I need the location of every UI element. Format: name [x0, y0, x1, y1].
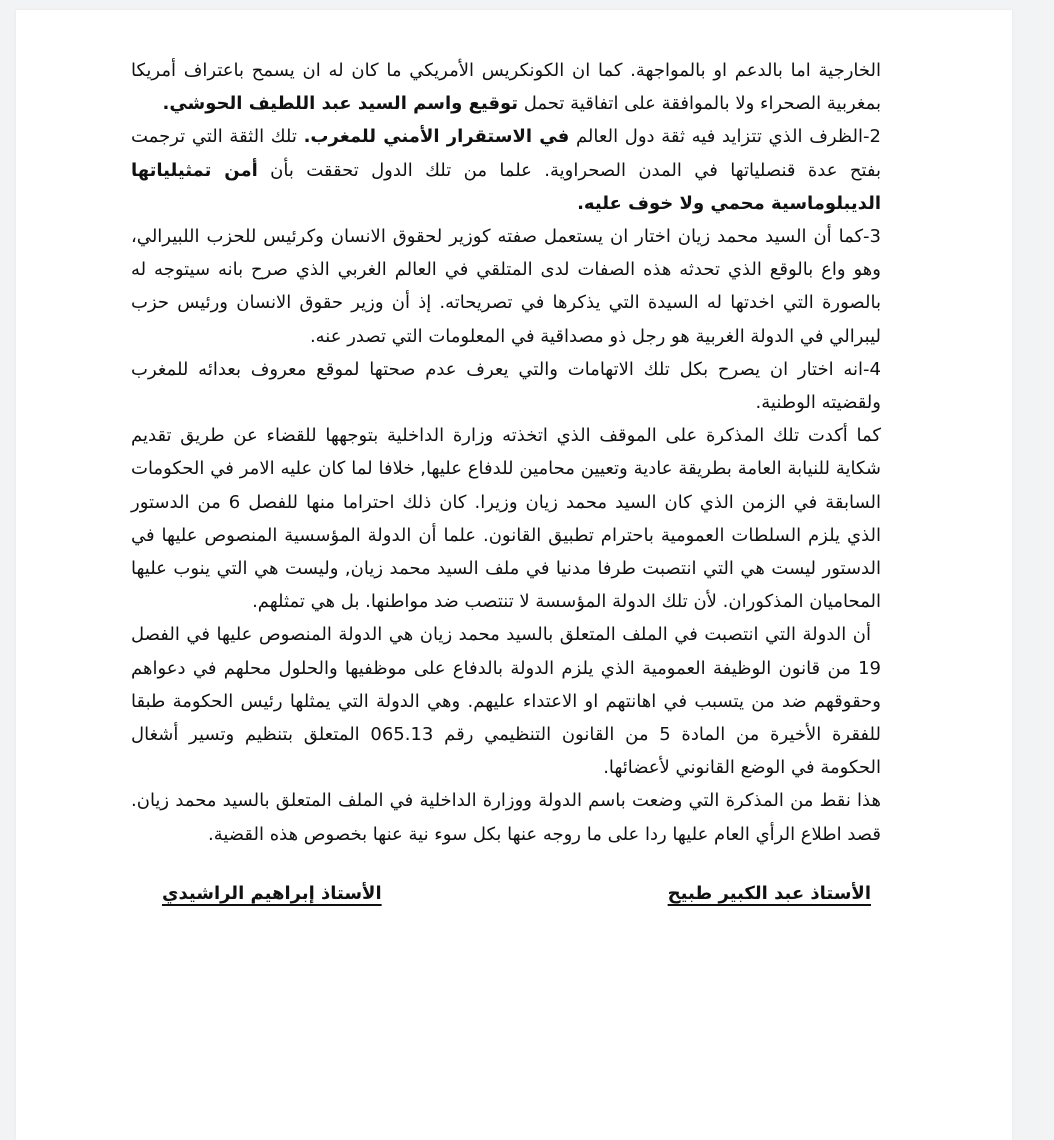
paragraph-state-article-19 [131, 618, 881, 784]
document-body [16, 10, 1012, 851]
text-run: هذا نقط من المذكرة التي وضعت باسم الدولة ووزارة الداخلية في الملف المتعلق بالسيد محمد زيان. قصد اطلاع الرأي العام عليها ردا على ما روجه عنها بكل سوء نية عنها بخصوص هذه القضية. [131, 790, 881, 845]
paragraph-memo-position [131, 419, 881, 618]
text-run: 2-الظرف الذي تتزايد فيه ثقة دول العالم [569, 126, 881, 148]
document-page [16, 10, 1012, 1140]
text-run: الخارجية اما بالدعم او بالمواجهة. كما ان الكونكريس الأمريكي ما كان له ان يسمح باعتراف أمريكا بمغربية الصحراء ولا بالموافقة على اتفاقية تحمل [131, 60, 881, 115]
paragraph-closing [131, 784, 881, 850]
signature-right: الأستاذ عبد الكبير طبيح [667, 882, 871, 904]
paragraph-point-3 [131, 220, 881, 353]
paragraph-continuation [131, 54, 881, 120]
text-run: كما أكدت تلك المذكرة على الموقف الذي اتخذته وزارة الداخلية بتوجهها للقضاء عن طريق تقديم شكاية للنيابة العامة بطريقة عادية وتعيين محامين للدفاع عليها, خلافا لما كان عليه الامر في الحكومات السابقة في الزمن الذي كان السيد محمد زيان وزيرا. كان ذلك احتراما منها للفصل 6 من الدستور الذي يلزم السلطات العمومية باحترام تطبيق القانون. علما أن الدولة المؤسسية المنصوص عليها في الدستور ليست هي التي انتصبت طرفا مدنيا في ملف السيد محمد زيان, وليست هي التي ينوب عليها المحاميان المذكوران. لأن تلك الدولة المؤسسة لا تنتصب ضد مواطنها. بل هي تمثلهم. [131, 425, 881, 613]
bold-text-run: أمن تمثيلياتها الديبلوماسية محمي ولا خوف عليه. [131, 159, 881, 214]
text-run: 4-انه اختار ان يصرح بكل تلك الاتهامات والتي يعرف عدم صحتها لموقع معروف بعدائه للمغرب ولقضيته الوطنية. [131, 358, 881, 414]
text-run: أن الدولة التي انتصبت في الملف المتعلق بالسيد محمد زيان هي الدولة المنصوص عليها في الفصل 19 من قانون الوظيفة العمومية الذي يلزم الدولة بالدفاع على موظفيها والحلول محلهم في دعواهم وحقوقهم ضد من يتسبب في اهانتهم او الاعتداء عليهم. وهي الدولة التي يمثلها رئيس الحكومة طبقا للفقرة الأخيرة من المادة 5 من القانون التنظيمي رقم 065.13 المتعلق بتنظيم وتسير أشغال الحكومة في الوضع القانوني لأعضائها. [131, 624, 881, 779]
text-run: 3-كما أن السيد محمد زيان اختار ان يستعمل صفته كوزير لحقوق الانسان وكرئيس للحزب اللبيرالي، وهو واع بالوقع الذي تحدثه هذه الصفات لدى المتلقي في العالم الغربي الذي صرح بانه سيتوجه له بالصورة التي اخدتها له السيدة التي يذكرها في تصريحاته. إذ أن وزير حقوق الانسان ورئيس حزب ليبرالي في الدولة الغربية هو رجل ذو مصداقية في المعلومات التي تصدر عنه. [131, 226, 881, 347]
paragraph-point-2 [131, 120, 881, 220]
signatures-row [16, 877, 1012, 910]
signature-left: الأستاذ إبراهيم الراشيدي [162, 882, 382, 904]
paragraph-point-4 [131, 353, 881, 419]
bold-text-run: توقيع واسم السيد عبد اللطيف الحوشي. [162, 93, 519, 115]
bold-text-run: في الاستقرار الأمني للمغرب. [303, 126, 570, 148]
text-run: تلك الثقة التي ترجمت بفتح عدة قنصلياتها في المدن الصحراوية. علما من تلك الدول تحققت بأن [131, 126, 882, 181]
